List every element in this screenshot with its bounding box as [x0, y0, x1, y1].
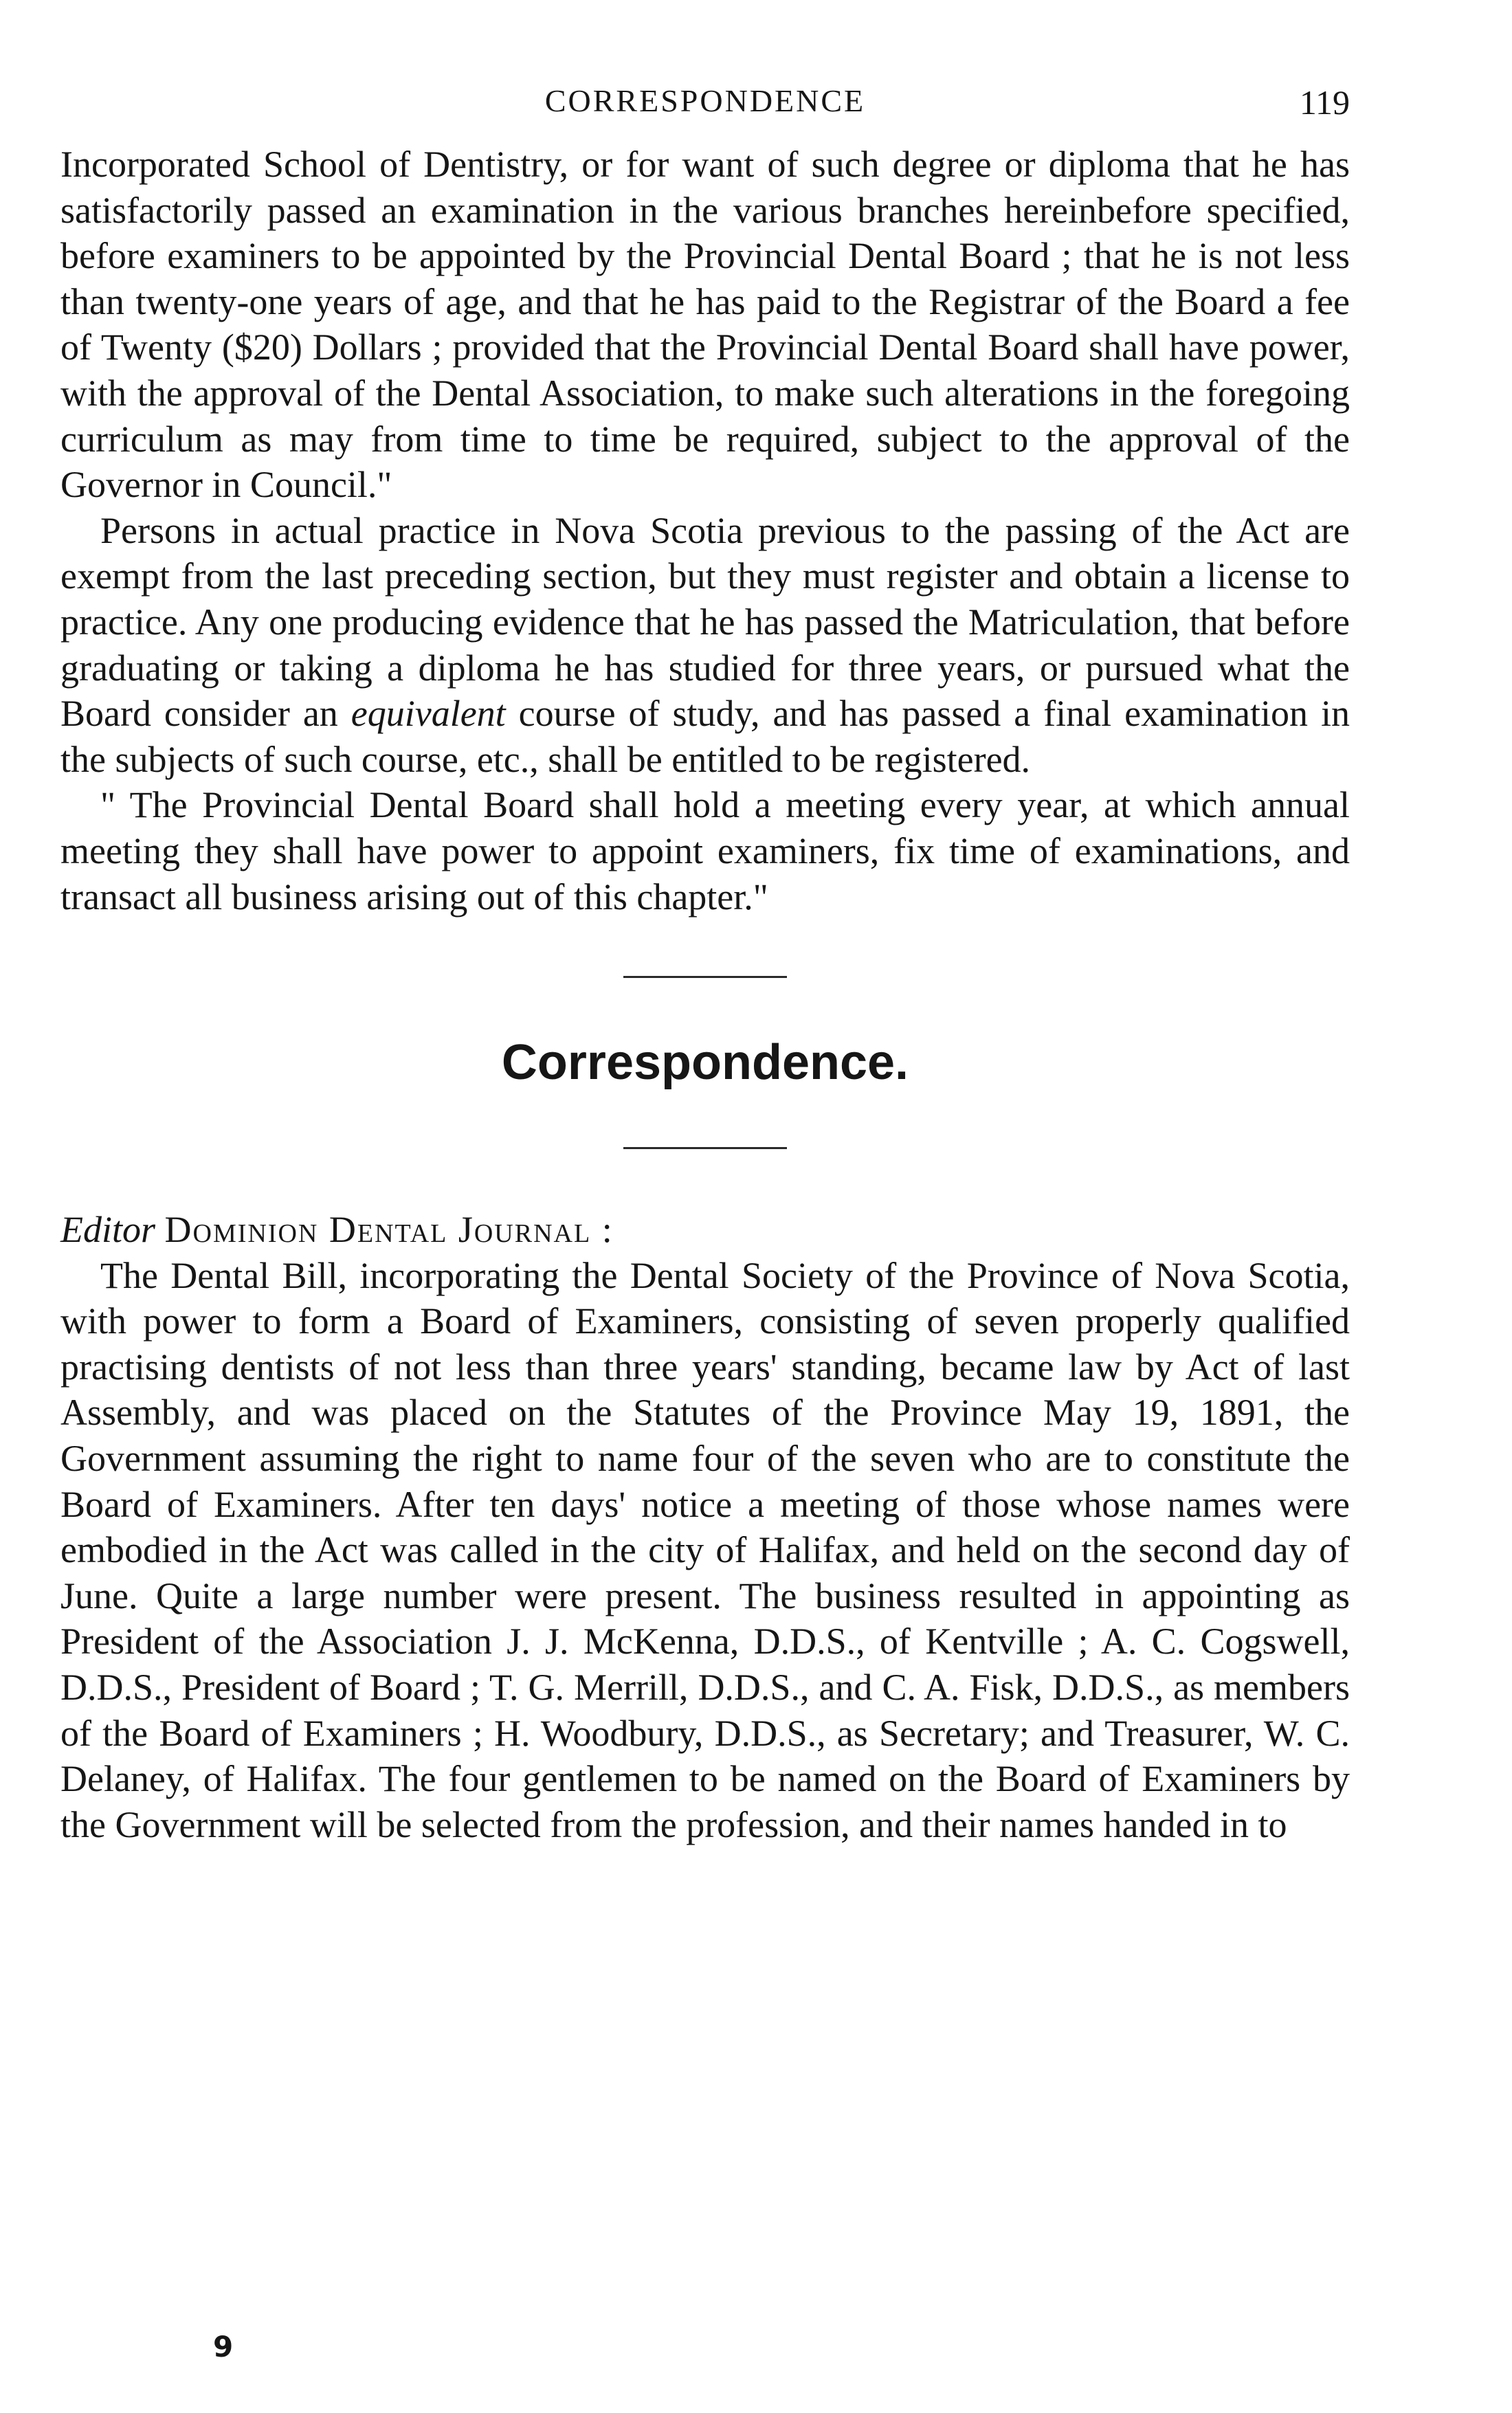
body-paragraph-2-emphasis: equivalent	[351, 693, 506, 735]
signature-mark: 9	[213, 2330, 234, 2364]
body-paragraph-2-text-a: Persons in actual practice in Nova Scotia previous to the passing of the Act are exempt from the last preceding section, but they must register and obtain a license to practice. Any one producing evidence that he has passed the Matriculation, that before graduating or taking a diploma he has studied for three years, or pursued what the Board consider an	[60, 509, 1350, 735]
body-paragraph-2	[60, 508, 1350, 783]
running-head	[60, 82, 1350, 142]
section-heading: Correspondence.	[501, 1035, 909, 1091]
page-number: 119	[1299, 83, 1350, 122]
section-rule-top	[623, 976, 787, 978]
body-paragraph-1: Incorporated School of Dentistry, or for want of such degree or diploma that he has satisfactorily passed an examination in the various branches hereinbefore specified, before examiners to be appointed by the Provincial Dental Board ; that he is not less than twenty-one years of age, and that he has paid to the Registrar of the Board a fee of Twenty ($20) Dollars ; provided that the Provincial Dental Board shall have power, with the approval of the Dental Association, to make such alterations in the foregoing curriculum as may from time to time be required, subject to the approval of the Governor in Council."	[60, 144, 1350, 506]
running-title: CORRESPONDENCE	[544, 83, 866, 118]
letter-paragraph-1: The Dental Bill, incorporating the Dental Society of the Province of Nova Scotia, with power to form a Board of Examiners, consisting of seven properly qualified practising dentists of not less than three years' standing, became law by Act of last Assembly, and was placed on the Statutes of the Province May 19, 1891, the Government assuming the right to name four of the seven who are to constitute the Board of Examiners. After ten days' notice a meeting of those whose names were embodied in the Act was called in the city of Halifax, and held on the second day of June. Quite a large number were present. The business resulted in appointing as President of the Association J. J. McKenna, D.D.S., of Kentville ; A. C. Cogswell, D.D.S., President of Board ; T. G. Merrill, D.D.S., and C. A. Fisk, D.D.S., as members of the Board of Examiners ; H. Woodbury, D.D.S., as Secretary; and Treasurer, W. C. Delaney, of Halifax. The four gentlemen to be named on the Board of Examiners by the Government will be selected from the profession, and their names handed in to	[60, 1254, 1350, 1845]
salutation-journal: Dominion Dental Journal :	[164, 1209, 614, 1251]
salutation-editor: Editor	[60, 1209, 156, 1251]
page	[60, 82, 1350, 1847]
letter-salutation	[60, 1207, 1350, 1253]
section-rule-bottom	[623, 1147, 787, 1149]
body-paragraph-2-text-b: course of study, and has passed a final examination in the subjects of such course, etc., shall be entitled to be registered.	[60, 693, 1350, 780]
body-paragraph-3: " The Provincial Dental Board shall hold a meeting every year, at which annual meeting they shall have power to appoint examiners, fix time of examinations, and transact all business arising out of this chapter."	[60, 784, 1350, 918]
